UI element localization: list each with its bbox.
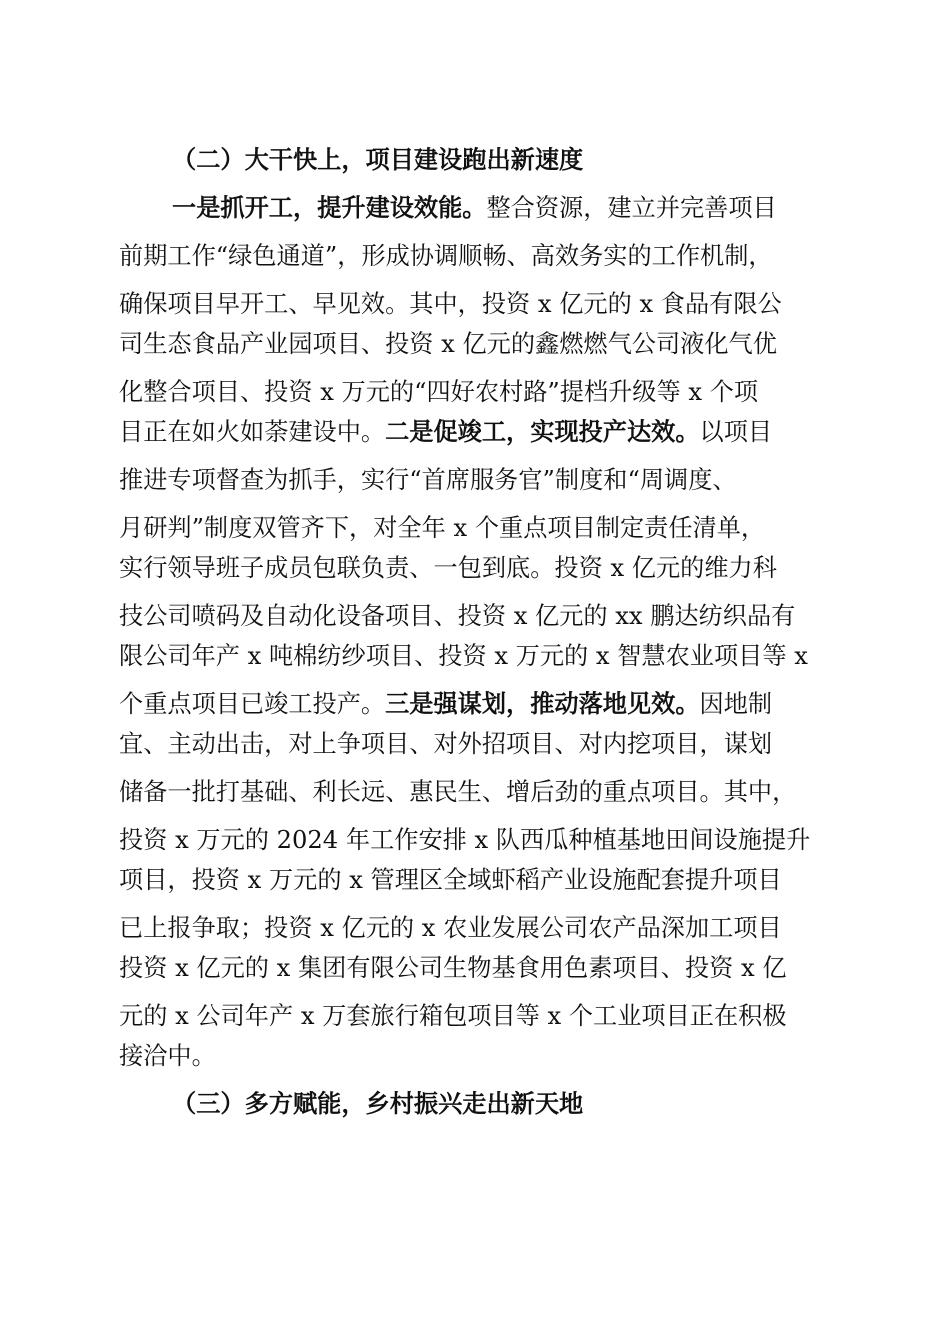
paragraph-line: 技公司喷码及自动化设备项目、投资 x 亿元的 xx 鹏达纺织品有 — [119, 602, 796, 630]
paragraph-line: 化整合项目、投资 x 万元的“四好农村路”提档升级等 x 个项 — [119, 378, 759, 406]
paragraph-line: 推进专项督查为抓手，实行“首席服务官”制度和“周调度、 — [119, 466, 737, 494]
paragraph-line — [0, 186, 950, 230]
paragraph-line: 确保项目早开工、早见效。其中，投资 x 亿元的 x 食品有限公 — [119, 290, 782, 318]
paragraph-line: 已上报争取；投资 x 亿元的 x 农业发展公司农产品深加工项目 — [119, 914, 782, 942]
paragraph-line: 投资 x 万元的 2024 年工作安排 x 队西瓜种植基地田间设施提升 — [119, 826, 811, 854]
paragraph-line: 宜、主动出击，对上争项目、对外招项目、对内挖项目，谋划 — [119, 730, 773, 758]
paragraph-line — [0, 682, 950, 726]
paragraph-line: 储备一批打基础、利长远、惠民生、增后劲的重点项目。其中， — [119, 778, 797, 806]
text-run: 因地制 — [699, 690, 773, 718]
text-run: 目正在如火如荼建设中。 — [119, 418, 386, 446]
paragraph-line: 前期工作“绿色通道”，形成协调顺畅、高效务实的工作机制， — [119, 242, 773, 270]
paragraph-line: 月研判”制度双管齐下，对全年 x 个重点项目制定责任清单， — [119, 514, 766, 542]
paragraph-line: 项目，投资 x 万元的 x 管理区全域虾稻产业设施配套提升项目 — [119, 866, 782, 894]
key-point-3: 三是强谋划，推动落地见效。 — [385, 689, 700, 718]
paragraph-line: 元的 x 公司年产 x 万套旅行箱包项目等 x 个工业项目正在积极 — [119, 1002, 787, 1030]
section-heading-2: （二）大干快上，项目建设跑出新速度 — [172, 145, 584, 174]
paragraph-line: 司生态食品产业园项目、投资 x 亿元的鑫燃燃气公司液化气优 — [119, 330, 777, 358]
text-run: 以项目 — [699, 418, 773, 446]
text-run: 个重点项目已竣工投产。 — [119, 690, 386, 718]
text-run: 整合资源，建立并完善项目 — [486, 194, 777, 222]
key-point-2: 二是促竣工，实现投产达效。 — [385, 417, 700, 446]
paragraph-line — [0, 410, 950, 454]
paragraph-line: 接洽中。 — [119, 1042, 216, 1070]
paragraph-line: 实行领导班子成员包联负责、一包到底。投资 x 亿元的维力科 — [119, 554, 777, 582]
paragraph-line: 限公司年产 x 吨棉纺纱项目、投资 x 万元的 x 智慧农业项目等 x — [119, 642, 808, 670]
paragraph-line: 投资 x 亿元的 x 集团有限公司生物基食用色素项目、投资 x 亿 — [119, 954, 787, 982]
section-heading-3: （三）多方赋能，乡村振兴走出新天地 — [172, 1089, 584, 1118]
key-point-1: 一是抓开工，提升建设效能。 — [172, 193, 487, 222]
